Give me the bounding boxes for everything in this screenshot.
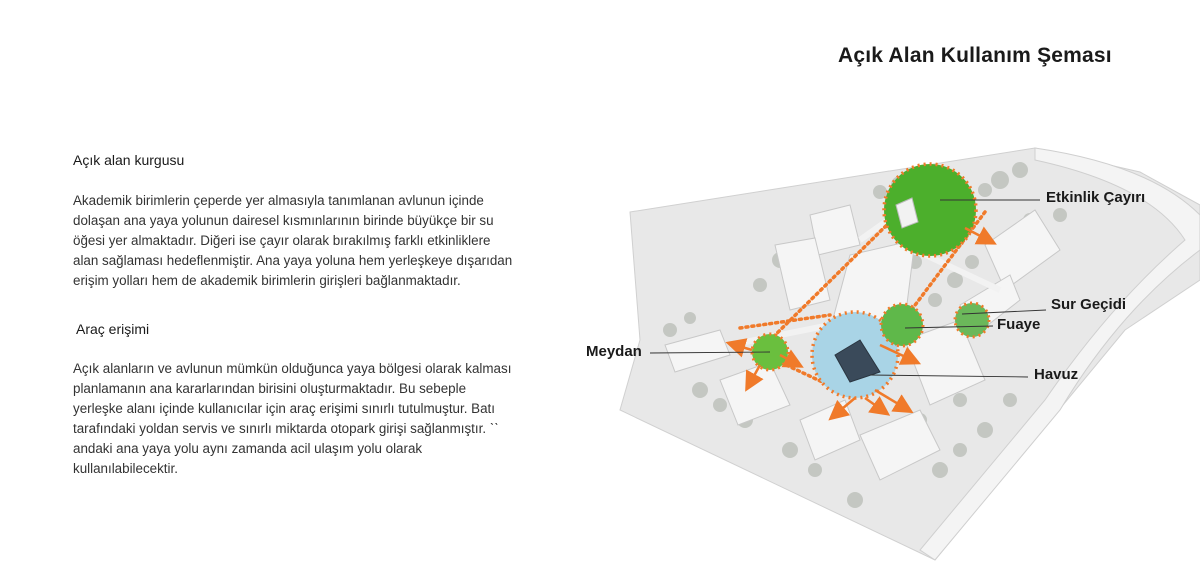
page-title: Açık Alan Kullanım Şeması (838, 44, 1112, 67)
map-label-pool: Havuz (1034, 366, 1079, 383)
map-label-square: Meydan (586, 343, 642, 360)
map-label-foyer: Fuaye (997, 316, 1041, 333)
gate-circle (955, 303, 989, 337)
paragraph-line: alan sağlaması hedeflenmiştir. Ana yaya yoluna hem yerleşkeye dışarıdan (73, 253, 513, 268)
paragraph-line: yerleşke alanı içinde kullanıcılar için araç erişimi sınırlı tutulmuştur. Batı (73, 401, 495, 416)
foyer-circle (881, 304, 923, 346)
paragraph-line: planlamanın ana kararlarından birisini oluşturmaktadır. Bu sebeple (73, 381, 467, 396)
section-heading-vehicle-access: Araç erişimi (76, 321, 150, 337)
section-heading-open-space: Açık alan kurgusu (73, 152, 185, 168)
paragraph-line: Açık alanların ve avlunun mümkün olduğunca yaya bölgesi olarak kalması (73, 361, 512, 376)
paragraph-line: andaki ana yaya yolu aynı zamanda acil ulaşım yolu olarak (73, 441, 423, 456)
paragraph-vehicle-access (73, 359, 573, 479)
paragraph-line: Akademik birimlerin çeperde yer almasıyla tanımlanan avlunun içinde (73, 193, 484, 208)
paragraph-line: dolaşan ana yaya yolunun dairesel kısmınlarının birinde büyükçe bir su (73, 213, 494, 228)
map-label-event-meadow: Etkinlik Çayırı (1046, 189, 1146, 206)
paragraph-line: kullanılabilecektir. (73, 461, 178, 476)
paragraph-open-space (73, 191, 573, 291)
map-label-wall-gate: Sur Geçidi (1051, 296, 1127, 313)
paragraph-line: erişim yolları hem de akademik birimlerin girişleri bağlanmaktadır. (73, 273, 461, 288)
paragraph-line: tarafındaki yoldan servis ve sınırlı miktarda otopark girişi sağlanmıştır. ˋˋ (73, 421, 499, 436)
paragraph-line: öğesi yer almaktadır. Diğeri ise çayır olarak bırakılmış farklı etkinliklere (73, 233, 491, 248)
